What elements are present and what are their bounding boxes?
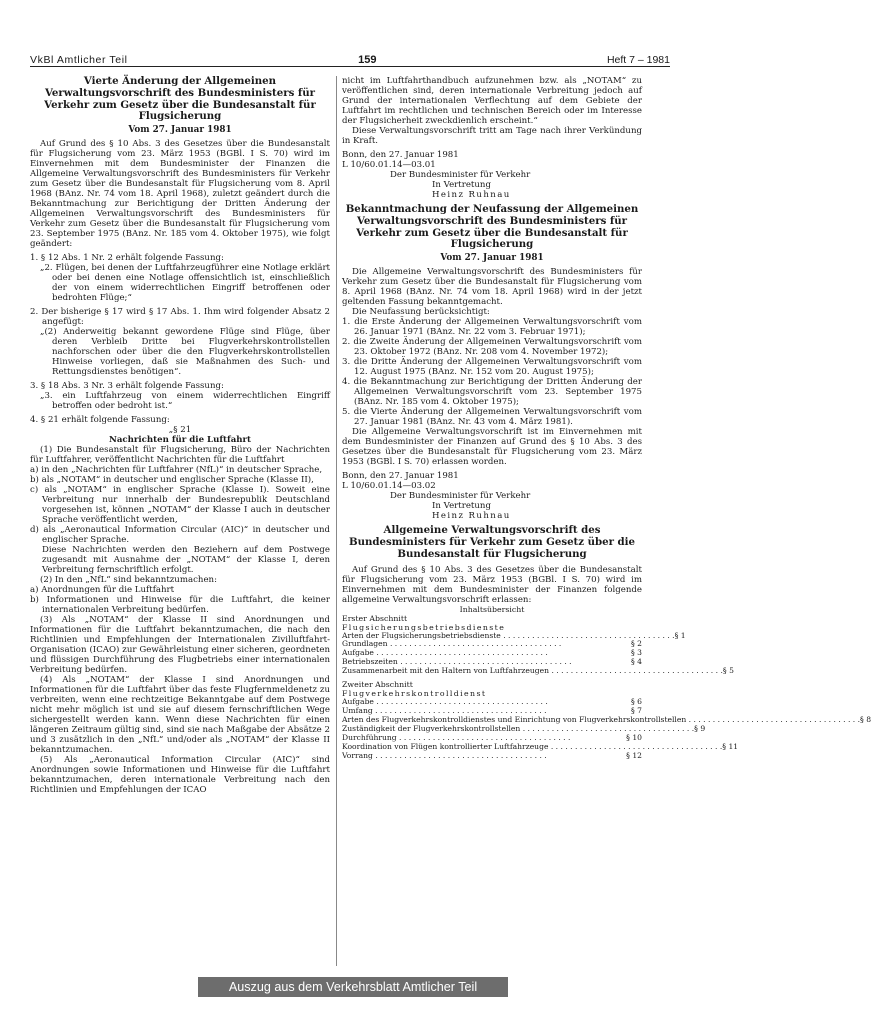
para-2: (2) In den „NfL“ sind bekanntzumachen: [40, 575, 217, 586]
left-column [30, 76, 330, 795]
amendment-title: Vierte Änderung der Allgemeinen Verwaltungsvorschrift des Bundesministers für Verkehr zum Gesetz über die Bundesanstalt für Flugsicherung [44, 75, 316, 123]
reference-1: L 10/60.01.14—03.01 [342, 160, 436, 170]
toc-title: Inhaltsübersicht [459, 604, 525, 614]
toc-section-2-title: Flugverkehrskontrolldienst [342, 689, 487, 699]
para-1-d: d) als „Aeronautical Information Circular (AIC)“ in deutscher und englischer Sprache. [30, 525, 330, 546]
announcement-intro: Die Allgemeine Verwaltungsvorschrift des Bundesministers für Verkehr zum Gesetz über die Bundesanstalt für Flugsicherung vom 8. April 1968 (BAnz. Nr. 74 vom 18. April 1968) wird in der jetzt geltenden Fassung bekanntgemacht. [342, 267, 642, 308]
right-column [342, 76, 871, 760]
reference-2: L 10/60.01.14—03.02 [342, 481, 436, 492]
item-2-quote: „(2) Anderweitig bekannt gewordene Flüge sind Flüge, über deren Verbleib Dritte bei Flugverkehrskontrollstellen nachforschen oder über die den Flugverkehrskontrollstellen Hinweise vorliegen, daß sie Maßnahmen des Such- und Rettungsdienstes benötigen“. [40, 327, 330, 378]
considers-label: Die Neufassung berücksichtigt: [352, 307, 490, 318]
para-1-c: c) als „NOTAM“ in englischer Sprache (Klasse I). Soweit eine Verbreitung nur innerhalb der Bundesrepublik Deutschland vorgesehen ist, können „NOTAM“ der Klasse I auch in deutscher Sprache veröffentlicht werden, [30, 485, 330, 526]
amendment-1: 1. die Erste Änderung der Allgemeinen Verwaltungsvorschrift vom 26. Januar 1971 (BAnz. Nr. 22 vom 3. Februar 1971); [342, 317, 642, 338]
vertretung-1: In Vertretung [432, 180, 491, 190]
minister-2: Der Bundesminister für Verkehr [390, 491, 531, 502]
page-number: 159 [358, 54, 377, 66]
toc-entry: Grundlagen . . . § 2 [342, 640, 642, 649]
toc-section-2-list [342, 697, 871, 760]
amendment-intro: Auf Grund des § 10 Abs. 3 des Gesetzes über die Bundesanstalt für Flugsicherung vom 23. März 1953 (BGBl. I S. 70) wird im Einvernehmen mit dem Bundesminister der Finanzen die Allgemeine Verwaltungsvorschrift des Bundesministers für Verkehr zum Gesetz über die Bundesanstalt für Flugsicherung vom 8. April 1968 (BAnz. Nr. 74 vom 18. April 1968), zuletzt geändert durch die Bekanntmachung zur Berichtigung der Dritten Änderung der Allgemeinen Verwaltungsvorschrift des Bundesministers für Verkehr zum Gesetz über die Bundesanstalt für Flugsicherung vom 23. September 1975 (BAnz. Nr. 185 vom 4. Oktober 1975), wie folgt geändert: [30, 139, 330, 250]
signer-2: Heinz Ruhnau [432, 511, 511, 522]
announcement-closing: Die Allgemeine Verwaltungsvorschrift ist im Einvernehmen mit dem Bundesminister der Finanzen auf Grund des § 10 Abs. 3 des Gesetzes über die Bundesanstalt für Flugsicherung vom 23. März 1953 (BGBl. I S. 70) erlassen worden. [342, 427, 642, 468]
amendment-3: 3. die Dritte Änderung der Allgemeinen Verwaltungsvorschrift vom 12. August 1975 (BAnz. Nr. 152 vom 20. August 1975); [342, 357, 642, 378]
amendment-2: 2. die Zweite Änderung der Allgemeinen Verwaltungsvorschrift vom 23. Oktober 1972 (BAnz. Nr. 208 vom 4. November 1972); [342, 337, 642, 358]
para-2-a: a) Anordnungen für die Luftfahrt [30, 585, 175, 596]
item-2: 2. Der bisherige § 17 wird § 17 Abs. 1. Ihm wird folgender Absatz 2 angefügt: [30, 307, 330, 328]
announcement-date: Vom 27. Januar 1981 [440, 253, 544, 264]
para-2-b: b) Informationen und Hinweise für die Luftfahrt, die keiner internationalen Verbreitung bedürfen. [30, 595, 330, 616]
announcement-title: Bekanntmachung der Neufassung der Allgemeinen Verwaltungsvorschrift des Bundesministers für Verkehr zum Gesetz über die Bundesanstalt für Flugsicherung [345, 203, 639, 251]
item-4: 4. § 21 erhält folgende Fassung: [30, 415, 170, 426]
toc-entry: Zuständigkeit der Flugverkehrskontrollstellen . . . § 9 [342, 725, 642, 734]
place-date-1: Bonn, den 27. Januar 1981 [342, 150, 459, 160]
minister-1: Der Bundesminister für Verkehr [390, 170, 531, 180]
para-5: (5) Als „Aeronautical Information Circular (AIC)“ sind Anordnungen sowie Informationen und Hinweise für die Luftfahrt bekanntzumachen, deren internationale Verbreitung nach den Richtlinien und Empfehlungen der ICAO [30, 755, 330, 796]
para-1: (1) Die Bundesanstalt für Flugsicherung, Büro der Nachrichten für Luftfahrer, veröffentlicht Nachrichten für die Luftfahrt [30, 445, 330, 466]
place-date-2: Bonn, den 27. Januar 1981 [342, 471, 459, 482]
item-1-quote: „2. Flügen, bei denen der Luftfahrzeugführer eine Notlage erklärt oder bei denen eine Notlage offensichtlich ist, einschließlich der von einem widerrechtlichen Eingriff betroffenen oder bedrohten Flüge;“ [40, 263, 330, 304]
column-divider [336, 76, 337, 966]
toc-entry: Koordination von Flügen kontrollierter Luftfahrzeuge . . . § 11 [342, 743, 642, 752]
toc-entry: Durchführung . . . § 10 [342, 734, 642, 743]
regulation-intro: Auf Grund des § 10 Abs. 3 des Gesetzes über die Bundesanstalt für Flugsicherung vom 23. März 1953 (BGBl. I S. 70) wird im Einvernehmen mit dem Bundesminister der Finanzen folgende allgemeine Verwaltungsvorschrift erlassen: [342, 564, 642, 605]
signer-1: Heinz Ruhnau [432, 190, 511, 200]
toc-section-1-list [342, 630, 734, 677]
para-5-continued: nicht im Luftfahrthandbuch aufzunehmen bzw. als „NOTAM“ zu veröffentlichen sind, deren internationale Verbreitung jedoch auf Grund der internationalen Verflechtung auf dem Gebiete der Luftfahrt im rechtlichen und technischen Bereich oder im Interesse der Flugsicherheit zweckdienlich erscheint.“ [342, 76, 642, 126]
page-header [30, 50, 670, 67]
para-3: (3) Als „NOTAM“ der Klasse II sind Anordnungen und Informationen für die Luftfahrt bekanntzumachen, die nach den Richtlinien und Empfehlungen der Internationalen Zivilluftfahrt-Organisation (ICAO) zur Gewährleistung einer sicheren, geordneten und flüssigen Durchführung des Flugbetriebs einer internationalen Verbreitung bedürfen. [30, 615, 330, 676]
toc-entry: Zusammenarbeit mit den Haltern von Luftfahrzeugen . . . § 5 [342, 667, 642, 676]
footer-banner: Auszug aus dem Verkehrsblatt Amtlicher Teil [198, 977, 508, 997]
toc-entry: Arten des Flugverkehrskontrolldienstes und Einrichtung von Flugverkehrskontrollstellen . . . § 8 [342, 716, 642, 725]
toc-entry: Betriebszeiten . . . § 4 [342, 658, 642, 667]
section-21-title: Nachrichten für die Luftfahrt [108, 435, 252, 446]
toc-entry: Arten der Flugsicherungsbetriebsdienste . . . § 1 [342, 632, 642, 641]
item-3-quote: „3. ein Luftfahrzeug von einem widerrechtlichen Eingriff betroffen oder bedroht ist.“ [40, 391, 330, 412]
amendment-5: 5. die Vierte Änderung der Allgemeinen Verwaltungsvorschrift vom 27. Januar 1981 (BAnz. Nr. 43 vom 4. März 1981). [342, 407, 642, 428]
toc-section-1-title: Flugsicherungsbetriebsdienste [342, 622, 506, 632]
journal-name: VkBl Amtlicher Teil [30, 54, 128, 66]
toc-entry: Vorrang . . . § 12 [342, 752, 642, 761]
vertretung-2: In Vertretung [432, 501, 491, 512]
toc-entry: Umfang . . . § 7 [342, 707, 642, 716]
section-21-heading: „§ 21 [168, 425, 192, 436]
amendment-date: Vom 27. Januar 1981 [128, 125, 232, 136]
amendment-4: 4. die Bekanntmachung zur Berichtigung der Dritten Änderung der Allgemeinen Verwaltungsvorschrift vom 23. September 1975 (BAnz. Nr. 185 vom 4. Oktober 1975); [342, 377, 642, 408]
para-4: (4) Als „NOTAM“ der Klasse I sind Anordnungen und Informationen für die Luftfahrt über das feste Flugfernmeldenetz zu verbreiten, wenn eine rechtzeitige Bekanntgabe auf dem Postwege nicht mehr möglich ist und sie auf diesem fernschriftlichen Wege sichergestellt werden kann. Wenn diese Nachrichten für einen längeren Zeitraum gültig sind, sind sie nach Maßgabe der Absätze 2 und 3 zusätzlich in den „NfL“ und/oder als „NOTAM“ der Klasse II bekanntzumachen. [30, 675, 330, 756]
toc-section-1-label: Erster Abschnitt [342, 613, 408, 623]
para-1-b: b) als „NOTAM“ in deutscher und englischer Sprache (Klasse II), [30, 475, 314, 486]
toc-section-2-label: Zweiter Abschnitt [342, 680, 413, 690]
regulation-title: Allgemeine Verwaltungsvorschrift des Bundesministers für Verkehr zum Gesetz über die Bundesanstalt für Flugsicherung [349, 524, 635, 560]
toc-entry: Aufgabe . . . § 6 [342, 698, 642, 707]
item-3: 3. § 18 Abs. 3 Nr. 3 erhält folgende Fassung: [30, 381, 224, 392]
para-1-a: a) in den „Nachrichten für Luftfahrer (NfL)“ in deutscher Sprache, [30, 465, 323, 476]
para-1-note: Diese Nachrichten werden den Beziehern auf dem Postwege zugesandt mit Ausnahme der „NOTAM“ der Klasse I, deren Verbreitung fernschriftlich erfolgt. [42, 545, 330, 576]
in-force-clause: Diese Verwaltungsvorschrift tritt am Tage nach ihrer Verkündung in Kraft. [342, 126, 642, 146]
item-1: 1. § 12 Abs. 1 Nr. 2 erhält folgende Fassung: [30, 253, 224, 264]
toc-entry: Aufgabe . . . § 3 [342, 649, 642, 658]
issue-number: Heft 7 – 1981 [606, 54, 670, 66]
